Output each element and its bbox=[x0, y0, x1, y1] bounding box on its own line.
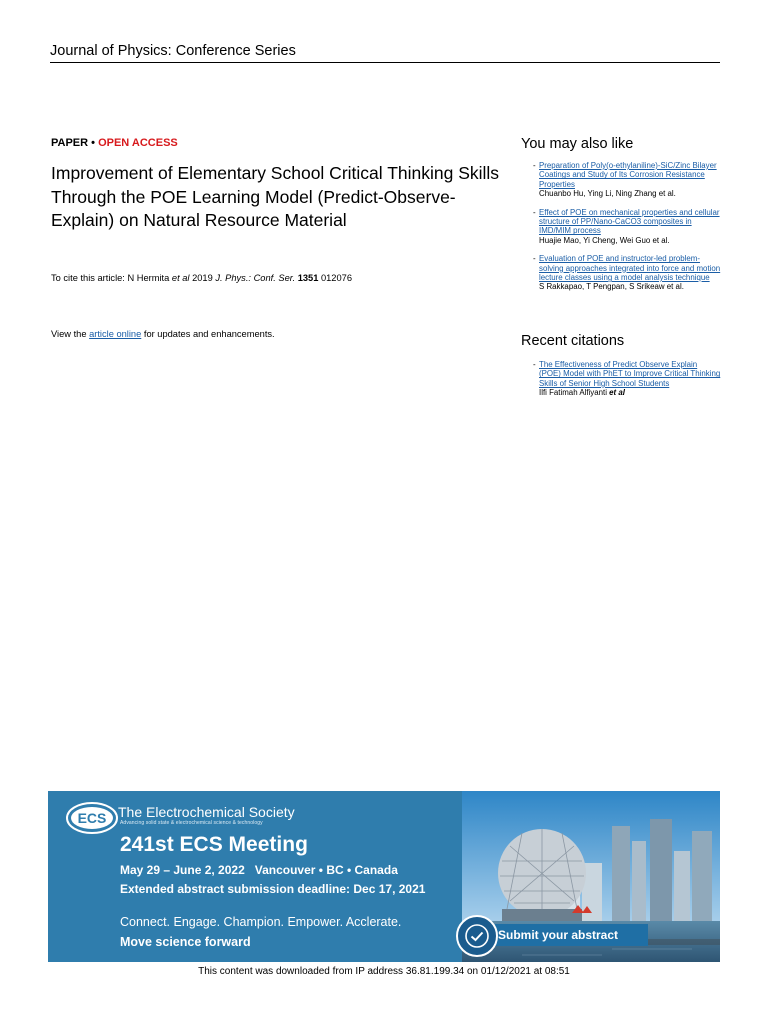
banner-tagline-bold: Move science forward bbox=[120, 935, 251, 949]
society-tagline: Advancing solid state & electrochemical science & technology bbox=[120, 820, 263, 826]
list-dash: - bbox=[533, 207, 536, 217]
check-icon bbox=[458, 917, 496, 955]
submit-abstract-label bbox=[488, 924, 648, 946]
open-access-label: OPEN ACCESS bbox=[98, 137, 178, 149]
related-article-authors: Huajie Mao, Yi Cheng, Wei Guo et al. bbox=[539, 235, 670, 245]
list-dash: - bbox=[533, 161, 536, 170]
submission-deadline: Extended abstract submission deadline: Dec 17, 2021 bbox=[120, 882, 426, 896]
list-dash: - bbox=[533, 254, 536, 264]
ecs-logo-icon bbox=[66, 801, 118, 835]
list-item bbox=[533, 207, 721, 246]
related-article-link[interactable]: Evaluation of POE and instructor-led problem-solving approaches integrated into force and motion lecture classes using a model analysis technique bbox=[539, 254, 721, 283]
paper-title: Improvement of Elementary School Critical Thinking Skills Through the POE Learning Model (Predict-Observe-Explain) on Natural Resource Material bbox=[51, 163, 500, 230]
article-online-link[interactable]: article online bbox=[89, 329, 142, 339]
list-item bbox=[533, 161, 721, 199]
related-article-authors: Chuanbo Hu, Ying Li, Ning Zhang et al. bbox=[539, 189, 676, 199]
submit-abstract-button[interactable] bbox=[456, 915, 648, 955]
cite-article: 012076 bbox=[320, 273, 352, 283]
list-dash: - bbox=[533, 360, 536, 369]
cite-etal: et al bbox=[171, 273, 190, 283]
related-article-link[interactable]: Effect of POE on mechanical properties and cellular structure of PP/Nano-CaCO3 composites in IMD/MIM process bbox=[539, 207, 720, 236]
society-name: The Electrochemical Society bbox=[118, 804, 295, 820]
meeting-dates: May 29 – June 2, 2022 Vancouver • BC • Canada bbox=[120, 863, 398, 877]
citation-line bbox=[51, 273, 511, 283]
recent-citations-heading: Recent citations bbox=[521, 333, 625, 349]
cite-year: 2019 bbox=[189, 273, 216, 283]
journal-name: Journal of Physics: Conference Series bbox=[50, 43, 296, 59]
citing-authors-names: Ilfi Fatimah Alfiyanti bbox=[539, 388, 610, 398]
journal-header bbox=[50, 43, 720, 63]
banner-text-area bbox=[48, 791, 468, 962]
view-online-after: for updates and enhancements. bbox=[141, 329, 275, 339]
paper-type-line bbox=[51, 137, 178, 149]
also-like-heading: You may also like bbox=[521, 136, 634, 152]
also-like-list bbox=[533, 161, 721, 301]
citing-authors-etal: et al bbox=[609, 388, 625, 398]
check-circle-icon bbox=[456, 915, 498, 957]
ecs-advertisement-banner[interactable] bbox=[48, 791, 720, 962]
related-article-link[interactable]: Preparation of Poly(o-ethylaniline)-SiC/Zinc Bilayer Coatings and Study of Its Corrosion Resistance Properties bbox=[539, 161, 717, 189]
citing-article-authors bbox=[539, 388, 721, 397]
cite-journal: J. Phys.: Conf. Ser. bbox=[215, 273, 296, 283]
citing-article-link[interactable]: The Effectiveness of Predict Observe Explain (POE) Model with PhET to Improve Critical Thinking Skills of Senior High School Students bbox=[539, 360, 721, 388]
citations-list bbox=[533, 360, 721, 407]
paper-type-label: PAPER bbox=[51, 137, 89, 149]
cite-prefix: To cite this article: N Hermita bbox=[51, 273, 172, 283]
submit-abstract-text: Submit your abstract bbox=[498, 928, 619, 942]
cite-volume: 1351 bbox=[297, 273, 319, 283]
related-article-authors: S Rakkapao, T Pengpan, S Srikeaw et al. bbox=[539, 282, 684, 292]
view-online-line bbox=[51, 329, 275, 339]
view-online-before: View the bbox=[51, 329, 90, 339]
list-item bbox=[533, 360, 721, 398]
download-footer: This content was downloaded from IP address 36.81.199.34 on 01/12/2021 at 08:51 bbox=[198, 966, 570, 977]
banner-tagline: Connect. Engage. Champion. Empower. Acclerate. bbox=[120, 915, 402, 929]
ecs-logo-text: ECS bbox=[77, 810, 107, 826]
meeting-title: 241st ECS Meeting bbox=[120, 833, 308, 856]
separator: • bbox=[91, 137, 96, 149]
list-item bbox=[533, 254, 721, 292]
